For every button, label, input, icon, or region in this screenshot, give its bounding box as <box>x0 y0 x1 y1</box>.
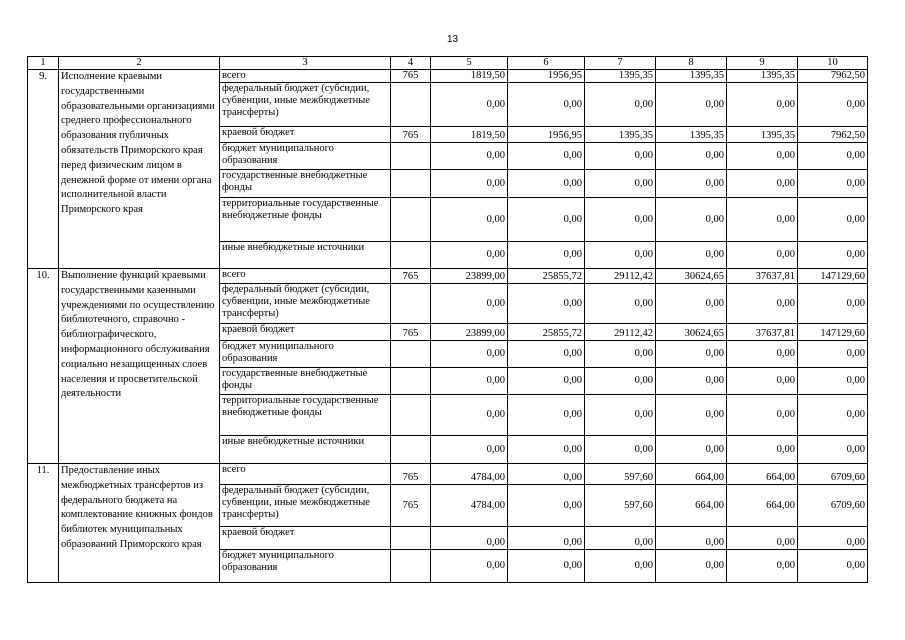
value-cell: 664,00 <box>727 485 798 527</box>
value-cell: 1956,95 <box>508 127 585 143</box>
value-cell: 0,00 <box>798 527 868 550</box>
value-cell: 0,00 <box>727 341 798 368</box>
value-cell: 0,00 <box>727 550 798 583</box>
value-cell: 0,00 <box>656 242 727 269</box>
value-cell: 23899,00 <box>431 269 508 284</box>
value-cell: 0,00 <box>508 485 585 527</box>
value-cell: 0,00 <box>727 368 798 395</box>
funding-source: бюджет муниципального образования <box>220 143 391 170</box>
header-cell: 1 <box>28 57 59 70</box>
funding-source: государственные внебюджетные фонды <box>220 170 391 198</box>
value-cell: 0,00 <box>798 341 868 368</box>
value-cell: 0,00 <box>508 143 585 170</box>
value-cell: 0,00 <box>508 341 585 368</box>
value-cell: 0,00 <box>727 527 798 550</box>
value-cell: 1819,50 <box>431 127 508 143</box>
value-cell: 0,00 <box>508 464 585 485</box>
budget-code <box>391 143 431 170</box>
value-cell: 30624,65 <box>656 269 727 284</box>
value-cell: 0,00 <box>431 368 508 395</box>
header-cell: 7 <box>585 57 656 70</box>
value-cell: 0,00 <box>431 83 508 127</box>
value-cell: 0,00 <box>585 527 656 550</box>
value-cell: 0,00 <box>431 527 508 550</box>
value-cell: 1395,35 <box>727 127 798 143</box>
value-cell: 0,00 <box>798 242 868 269</box>
value-cell: 6709,60 <box>798 485 868 527</box>
value-cell: 25855,72 <box>508 324 585 341</box>
value-cell: 0,00 <box>508 284 585 324</box>
value-cell: 0,00 <box>656 395 727 436</box>
value-cell: 0,00 <box>656 83 727 127</box>
budget-code <box>391 284 431 324</box>
value-cell: 0,00 <box>727 170 798 198</box>
value-cell: 7962,50 <box>798 127 868 143</box>
value-cell: 0,00 <box>431 395 508 436</box>
budget-code <box>391 341 431 368</box>
row-number: 10. <box>28 269 59 464</box>
value-cell: 0,00 <box>431 550 508 583</box>
budget-code: 765 <box>391 127 431 143</box>
value-cell: 4784,00 <box>431 485 508 527</box>
value-cell: 0,00 <box>585 550 656 583</box>
funding-source: федеральный бюджет (субсидии, субвенции, иные межбюджетные трансферты) <box>220 83 391 127</box>
funding-source: государственные внебюджетные фонды <box>220 368 391 395</box>
funding-source: иные внебюджетные источники <box>220 436 391 464</box>
budget-code: 765 <box>391 485 431 527</box>
value-cell: 6709,60 <box>798 464 868 485</box>
value-cell: 0,00 <box>431 143 508 170</box>
value-cell: 597,60 <box>585 464 656 485</box>
funding-source: краевой бюджет <box>220 127 391 143</box>
table-row <box>28 269 868 284</box>
header-cell: 2 <box>59 57 220 70</box>
funding-source: федеральный бюджет (субсидии, субвенции, иные межбюджетные трансферты) <box>220 284 391 324</box>
funding-source: всего <box>220 464 391 485</box>
value-cell: 0,00 <box>727 436 798 464</box>
value-cell: 0,00 <box>585 242 656 269</box>
value-cell: 0,00 <box>508 527 585 550</box>
funding-source: бюджет муниципального образования <box>220 550 391 583</box>
funding-source: всего <box>220 70 391 83</box>
row-number: 11. <box>28 464 59 583</box>
value-cell: 1956,95 <box>508 70 585 83</box>
value-cell: 0,00 <box>431 198 508 242</box>
value-cell: 0,00 <box>585 83 656 127</box>
budget-code: 765 <box>391 464 431 485</box>
funding-source: территориальные государственные внебюджетные фонды <box>220 198 391 242</box>
funding-source: иные внебюджетные источники <box>220 242 391 269</box>
value-cell: 0,00 <box>656 436 727 464</box>
value-cell: 0,00 <box>727 395 798 436</box>
value-cell: 0,00 <box>585 143 656 170</box>
value-cell: 4784,00 <box>431 464 508 485</box>
value-cell: 147129,60 <box>798 269 868 284</box>
budget-code: 765 <box>391 70 431 83</box>
value-cell: 0,00 <box>798 198 868 242</box>
value-cell: 0,00 <box>585 170 656 198</box>
value-cell: 0,00 <box>431 170 508 198</box>
activity-name: Выполнение функций краевыми государственными казенными учреждениями по осуществлению библиотечного, справочно - библиографического, информационного обслуживания социально незащищенных слоев населения и просветительской деятельности <box>59 269 220 464</box>
value-cell: 0,00 <box>508 368 585 395</box>
budget-code: 765 <box>391 269 431 284</box>
table-row <box>28 464 868 485</box>
budget-code: 765 <box>391 324 431 341</box>
header-cell: 3 <box>220 57 391 70</box>
value-cell: 0,00 <box>585 436 656 464</box>
page-number: 13 <box>446 34 459 45</box>
budget-code <box>391 436 431 464</box>
value-cell: 0,00 <box>431 341 508 368</box>
value-cell: 0,00 <box>656 170 727 198</box>
header-cell: 9 <box>727 57 798 70</box>
value-cell: 0,00 <box>656 198 727 242</box>
header-cell: 4 <box>391 57 431 70</box>
value-cell: 1395,35 <box>656 70 727 83</box>
value-cell: 0,00 <box>585 341 656 368</box>
funding-source: краевой бюджет <box>220 324 391 341</box>
value-cell: 147129,60 <box>798 324 868 341</box>
activity-name: Исполнение краевыми государственными образовательными организациями среднего профессионального образования публичных обязательств Приморского края перед физическим лицом в денежной форме от имени органа исполнительной власти Приморского края <box>59 70 220 269</box>
budget-code <box>391 242 431 269</box>
budget-code <box>391 198 431 242</box>
value-cell: 664,00 <box>656 464 727 485</box>
value-cell: 0,00 <box>798 83 868 127</box>
funding-source: всего <box>220 269 391 284</box>
value-cell: 0,00 <box>508 550 585 583</box>
table-row <box>28 70 868 83</box>
value-cell: 0,00 <box>656 284 727 324</box>
value-cell: 0,00 <box>656 527 727 550</box>
value-cell: 25855,72 <box>508 269 585 284</box>
value-cell: 0,00 <box>727 143 798 170</box>
value-cell: 0,00 <box>508 198 585 242</box>
value-cell: 23899,00 <box>431 324 508 341</box>
header-cell: 5 <box>431 57 508 70</box>
funding-source: бюджет муниципального образования <box>220 341 391 368</box>
value-cell: 0,00 <box>585 198 656 242</box>
value-cell: 0,00 <box>508 170 585 198</box>
value-cell: 0,00 <box>798 550 868 583</box>
value-cell: 0,00 <box>798 368 868 395</box>
header-cell: 8 <box>656 57 727 70</box>
value-cell: 1395,35 <box>727 70 798 83</box>
header-cell: 6 <box>508 57 585 70</box>
value-cell: 0,00 <box>656 368 727 395</box>
funding-source: краевой бюджет <box>220 527 391 550</box>
value-cell: 29112,42 <box>585 324 656 341</box>
value-cell: 0,00 <box>508 83 585 127</box>
budget-code <box>391 550 431 583</box>
value-cell: 7962,50 <box>798 70 868 83</box>
value-cell: 0,00 <box>727 284 798 324</box>
value-cell: 1819,50 <box>431 70 508 83</box>
activity-name: Предоставление иных межбюджетных трансфертов из федерального бюджета на комплектование книжных фондов библиотек муниципальных образований Приморского края <box>59 464 220 583</box>
value-cell: 0,00 <box>431 436 508 464</box>
value-cell: 1395,35 <box>585 70 656 83</box>
value-cell: 0,00 <box>508 436 585 464</box>
value-cell: 0,00 <box>431 242 508 269</box>
funding-source: федеральный бюджет (субсидии, субвенции, иные межбюджетные трансферты) <box>220 485 391 527</box>
value-cell: 37637,81 <box>727 324 798 341</box>
value-cell: 0,00 <box>431 284 508 324</box>
row-number: 9. <box>28 70 59 269</box>
value-cell: 664,00 <box>727 464 798 485</box>
value-cell: 0,00 <box>508 242 585 269</box>
value-cell: 37637,81 <box>727 269 798 284</box>
budget-code <box>391 368 431 395</box>
value-cell: 0,00 <box>656 143 727 170</box>
funding-source: территориальные государственные внебюджетные фонды <box>220 395 391 436</box>
value-cell: 0,00 <box>508 395 585 436</box>
value-cell: 0,00 <box>798 170 868 198</box>
budget-code <box>391 395 431 436</box>
value-cell: 0,00 <box>585 368 656 395</box>
header-cell: 10 <box>798 57 868 70</box>
table-header-row <box>28 57 868 70</box>
value-cell: 0,00 <box>656 341 727 368</box>
value-cell: 597,60 <box>585 485 656 527</box>
value-cell: 29112,42 <box>585 269 656 284</box>
value-cell: 0,00 <box>798 395 868 436</box>
value-cell: 0,00 <box>727 242 798 269</box>
value-cell: 0,00 <box>585 284 656 324</box>
value-cell: 0,00 <box>727 198 798 242</box>
value-cell: 30624,65 <box>656 324 727 341</box>
value-cell: 0,00 <box>585 395 656 436</box>
budget-code <box>391 83 431 127</box>
value-cell: 664,00 <box>656 485 727 527</box>
value-cell: 0,00 <box>727 83 798 127</box>
value-cell: 0,00 <box>798 436 868 464</box>
value-cell: 0,00 <box>656 550 727 583</box>
value-cell: 1395,35 <box>656 127 727 143</box>
budget-table <box>27 56 868 583</box>
value-cell: 0,00 <box>798 143 868 170</box>
budget-code <box>391 527 431 550</box>
value-cell: 0,00 <box>798 284 868 324</box>
value-cell: 1395,35 <box>585 127 656 143</box>
budget-code <box>391 170 431 198</box>
